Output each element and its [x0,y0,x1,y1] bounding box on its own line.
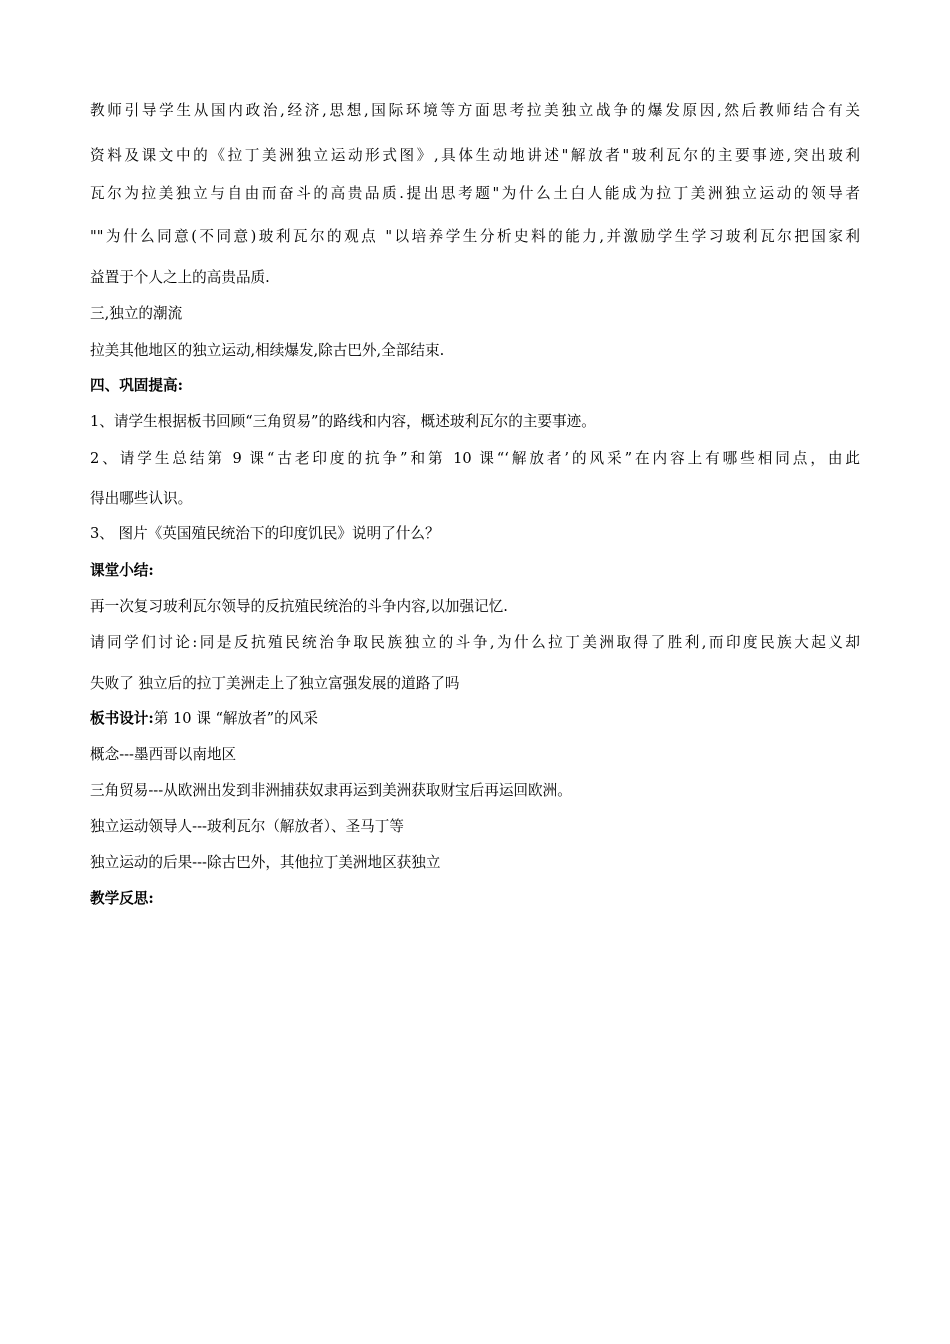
summary-line-2: 请同学们讨论:同是反抗殖民统治争取民族独立的斗争,为什么拉丁美洲取得了胜利,而印度民族大起义却 [90,634,860,651]
intro-line-3: 瓦尔为拉美独立与自由而奋斗的高贵品质.提出思考题"为什么土白人能成为拉丁美洲独立运动的领导者 [90,185,860,202]
summary-line-1: 再一次复习玻利瓦尔领导的反抗殖民统治的斗争内容,以加强记忆. [90,598,508,615]
intro-line-2: 资料及课文中的《拉丁美洲独立运动形式图》,具体生动地讲述"解放者"玻利瓦尔的主要事迹,突出玻利 [90,147,860,164]
question-2-line-2: 得出哪些认识。 [90,490,193,507]
intro-line-1: 教师引导学生从国内政治,经济,思想,国际环境等方面思考拉美独立战争的爆发原因,然后教师结合有关 [90,102,860,119]
question-1: 1、请学生根据板书回顾“三角贸易”的路线和内容，概述玻利瓦尔的主要事迹。 [90,413,596,430]
board-item-3: 独立运动领导人---玻利瓦尔（解放者）、圣马丁等 [90,818,404,835]
section4-title: 四、巩固提高: [90,377,183,394]
board-item-1: 概念---墨西哥以南地区 [90,746,237,763]
board-design-label: 板书设计: [90,710,154,727]
board-item-4: 独立运动的后果---除古巴外，其他拉丁美洲地区获独立 [90,854,441,871]
question-2-line-1: 2、请学生总结第 9 课“古老印度的抗争”和第 10 课“‘解放者’的风采”在内容上有哪些相同点，由此 [90,450,860,467]
question-3: 3、 图片《英国殖民统治下的印度饥民》说明了什么？ [90,525,440,542]
board-item-2: 三角贸易---从欧洲出发到非洲捕获奴隶再运到美洲获取财宝后再运回欧洲。 [90,782,572,799]
section3-text: 拉美其他地区的独立运动,相续爆发,除古巴外,全部结束. [90,342,445,359]
board-design-title: 第 10 课 “解放者”的风采 [153,710,318,727]
reflection-title: 教学反思: [90,890,154,907]
intro-line-5: 益置于个人之上的高贵品质. [90,269,270,286]
section3-title: 三,独立的潮流 [90,305,183,322]
summary-title: 课堂小结: [90,562,154,579]
summary-line-3: 失败了 独立后的拉丁美洲走上了独立富强发展的道路了吗 [90,675,460,692]
board-design-line [90,710,860,728]
intro-line-4: ""为什么同意(不同意)玻利瓦尔的观点 "以培养学生分析史料的能力,并激励学生学习玻利瓦尔把国家利 [90,228,860,245]
